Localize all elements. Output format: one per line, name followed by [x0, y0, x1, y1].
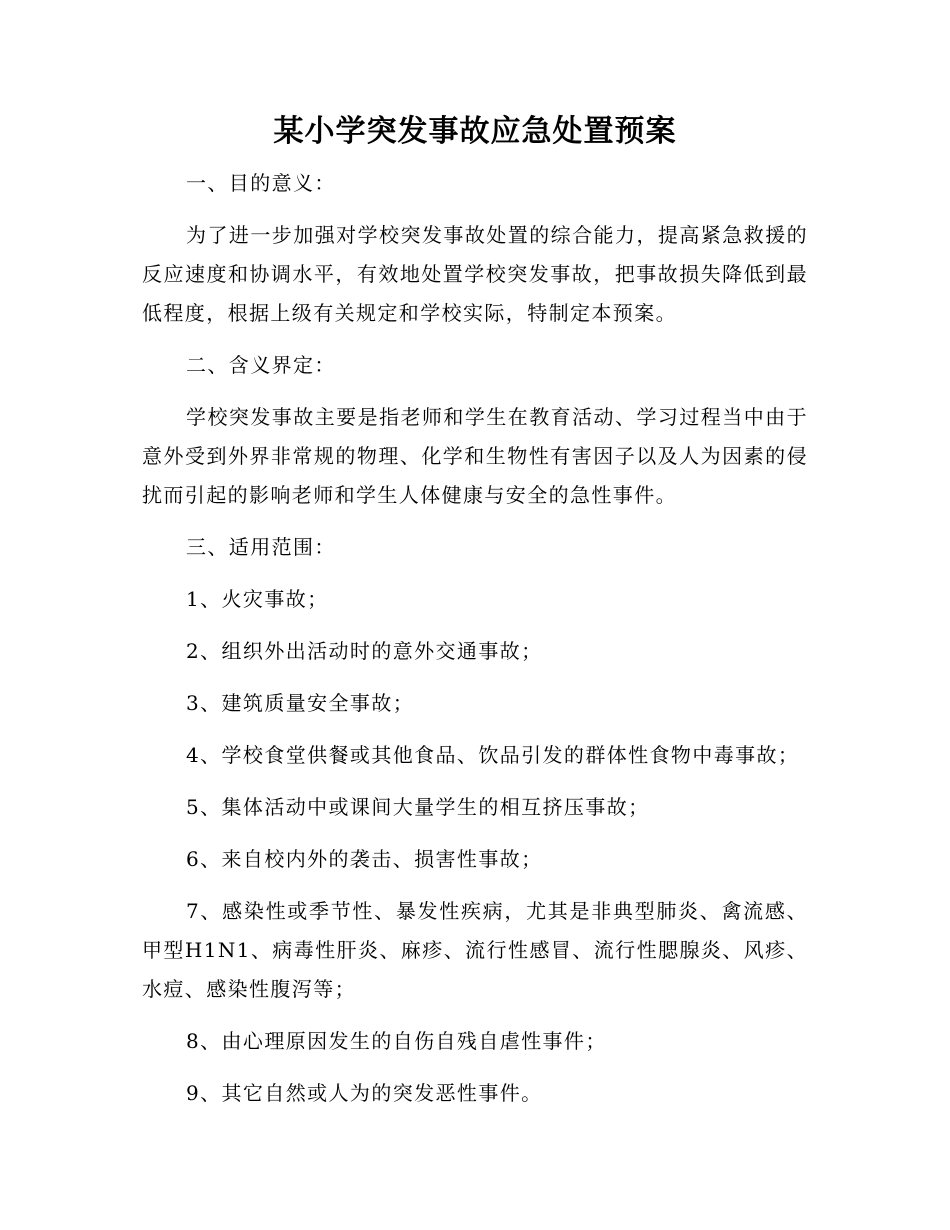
scope-item: 5、集体活动中或课间大量学生的相互挤压事故；: [186, 795, 650, 819]
section-heading-scope: 三、适用范围：: [186, 535, 336, 559]
scope-item: 9、其它自然或人为的突发恶性事件。: [186, 1081, 543, 1105]
scope-item: 1、火灾事故；: [186, 587, 329, 611]
scope-item: 2、组织外出活动时的意外交通事故；: [186, 639, 543, 663]
paragraph-definition: 学校突发事故主要是指老师和学生在教育活动、学习过程当中由于意外受到外界非常规的物理、化学和生物性有害因子以及人为因素的侵扰而引起的影响老师和学生人体健康与安全的急性事件。: [142, 405, 808, 507]
scope-item: 3、建筑质量安全事故；: [186, 691, 415, 715]
document-body: [142, 164, 808, 1126]
section-heading-purpose: 一、目的意义：: [186, 171, 336, 195]
section-heading-definition: 二、含义界定：: [186, 353, 336, 377]
scope-item: 8、由心理原因发生的自伤自残自虐性事件；: [186, 1029, 607, 1053]
document-title: 某小学突发事故应急处置预案: [273, 114, 677, 149]
scope-item: 7、感染性或季节性、暴发性疾病，尤其是非典型肺炎、禽流感、甲型H1N1、病毒性肝炎、麻疹、流行性感冒、流行性腮腺炎、风疹、水痘、感染性腹泻等；: [142, 899, 808, 1001]
paragraph-purpose: 为了进一步加强对学校突发事故处置的综合能力，提高紧急救援的反应速度和协调水平，有效地处置学校突发事故，把事故损失降低到最低程度，根据上级有关规定和学校实际，特制定本预案。: [142, 223, 808, 325]
scope-item: 6、来自校内外的袭击、损害性事故；: [186, 847, 543, 871]
scope-item: 4、学校食堂供餐或其他食品、饮品引发的群体性食物中毒事故；: [186, 743, 800, 767]
